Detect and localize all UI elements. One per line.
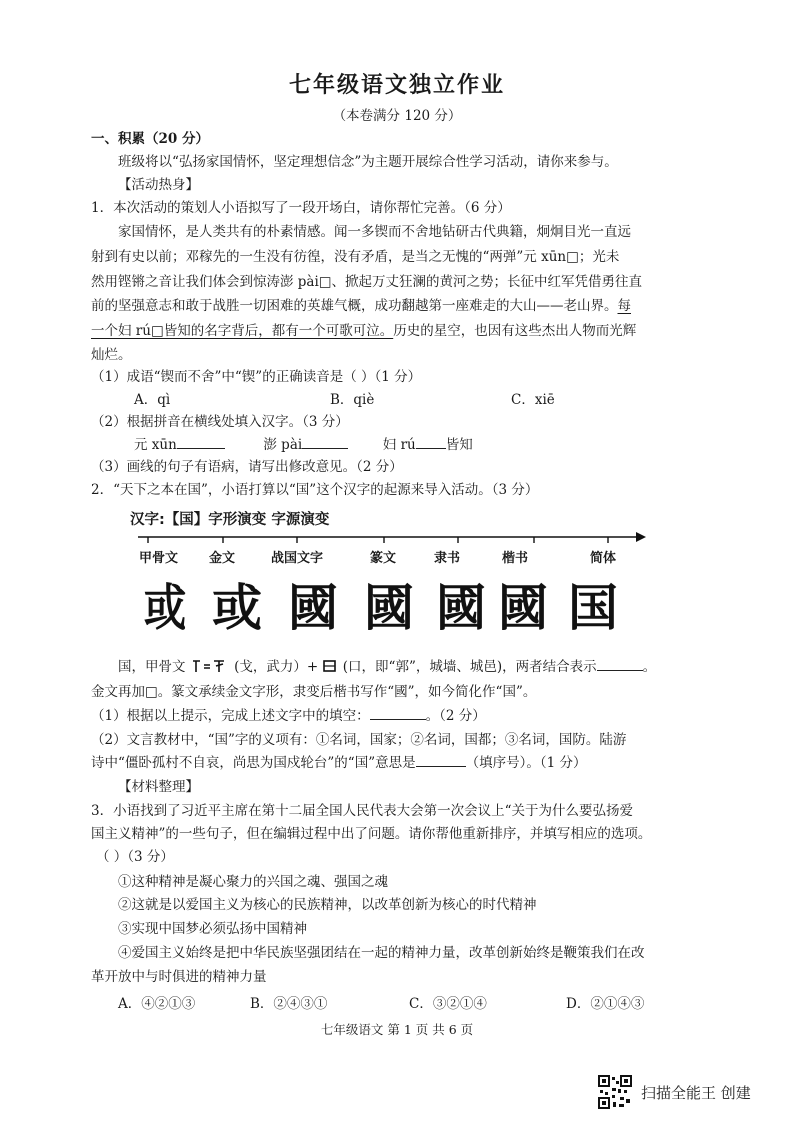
option-d: D．②①④③ bbox=[566, 996, 645, 1012]
question-2-sub1: （1）根据以上提示，完成上述文字中的填空： 。（2 分） bbox=[91, 705, 486, 727]
sentence-item: ①这种精神是凝心聚力的兴国之魂、强国之魂 bbox=[118, 874, 388, 890]
sentence-item: ③实现中国梦必须弘扬中国精神 bbox=[118, 921, 307, 937]
question-1-sub3: （3）画线的句子有语病，请写出修改意见。（2 分） bbox=[91, 459, 403, 475]
timeline-arrow bbox=[136, 530, 648, 544]
passage-line: 家国情怀，是人类共有的朴素情感。闻一多锲而不舍地钻研古代典籍，炯炯目光一直远 bbox=[118, 224, 631, 240]
passage-line: 灿烂。 bbox=[91, 347, 132, 363]
timeline-label: 简体 bbox=[590, 551, 617, 566]
underlined-sentence: 一个妇 rú□皆知的名字背后，都有一个可歌可泣。 bbox=[91, 323, 394, 339]
answer-blank[interactable] bbox=[370, 705, 426, 720]
glyph-seal: 國 bbox=[364, 578, 414, 637]
question-1-sub1: （1）成语“锲而不舍”中“锲”的正确读音是（ ）（1 分） bbox=[91, 369, 422, 385]
passage-line: 射到有史以前；邓稼先的一生没有彷徨，没有矛盾，是当之无愧的“两弹”元 xūn□；光未 bbox=[91, 249, 620, 265]
sentence-item: ④爱国主义始终是把中华民族坚强团结在一起的精神力量，改革创新始终是鞭策我们在改 bbox=[118, 945, 645, 961]
option-b: B．②④③① bbox=[250, 996, 328, 1012]
option-a: A．④②①③ bbox=[118, 996, 196, 1012]
page-subtitle: （本卷满分 120 分） bbox=[332, 108, 462, 124]
underlined-sentence: 每 bbox=[617, 298, 631, 314]
glyph-simplified: 国 bbox=[568, 578, 618, 637]
oracle-kou-glyph-icon bbox=[322, 658, 338, 674]
option-c: C．③②①④ bbox=[409, 996, 487, 1012]
sentence-item-cont: 革开放中与时俱进的精神力量 bbox=[91, 969, 267, 985]
answer-blank[interactable] bbox=[302, 434, 348, 449]
answer-blank[interactable] bbox=[416, 752, 466, 767]
glyph-oracle-bone: 或 bbox=[143, 578, 187, 637]
timeline-label: 隶书 bbox=[434, 551, 461, 566]
activity-heading-warmup: 【活动热身】 bbox=[118, 177, 199, 193]
question-2-stem: 2．“天下之本在国”，小语打算以“国”这个汉字的起源来导入活动。（3 分） bbox=[91, 482, 539, 498]
diagram-title: 汉字:【国】字形演变 字源演变 bbox=[130, 512, 330, 528]
fill-blank-line: 元 xūn 澎 pài 妇 rú 皆知 bbox=[134, 434, 473, 456]
question-3-stem: 3．小语找到了习近平主席在第十二届全国人民代表大会第一次会议上“关于为什么要弘扬爱 bbox=[91, 803, 633, 819]
timeline-label: 金文 bbox=[209, 551, 236, 566]
question-2-sub2-cont: 诗中“僵卧孤村不自哀，尚思为国戍轮台”的“国”意思是 （填序号）。（1 分） bbox=[91, 752, 587, 774]
section-intro: 班级将以“弘扬家国情怀，坚定理想信念”为主题开展综合性学习活动，请你来参与。 bbox=[118, 154, 618, 170]
answer-blank[interactable] bbox=[416, 434, 446, 449]
qr-code-icon bbox=[598, 1075, 632, 1109]
timeline-label: 战国文字 bbox=[271, 551, 324, 566]
answer-blank[interactable] bbox=[597, 656, 643, 671]
explanation-line: 金文再加□。篆文承续金文字形，隶变后楷书写作“國”，如今简化作“国”。 bbox=[91, 684, 537, 700]
page-footer: 七年级语文 第 1 页 共 6 页 bbox=[320, 1022, 474, 1037]
question-3-answer-paren: （ ）（3 分） bbox=[96, 849, 174, 865]
glyph-bronze: 或 bbox=[212, 578, 262, 637]
passage-line: 然用铿锵之音让我们体会到惊涛澎 pài□、掀起万丈狂澜的黄河之势；长征中红军凭借勇往直 bbox=[91, 274, 643, 290]
section-heading: 一、积累（20 分） bbox=[91, 131, 209, 147]
sentence-item: ②这就是以爱国主义为核心的民族精神，以改革创新为核心的时代精神 bbox=[118, 897, 537, 913]
explanation-line: 国，甲骨文 (戈，武力）+ (口，即“郭”，城墙、城邑)，两者结合表示 。 bbox=[118, 656, 656, 678]
option-c: C．xiē bbox=[511, 392, 555, 408]
answer-blank[interactable] bbox=[177, 434, 225, 449]
question-1-stem: 1．本次活动的策划人小语拟写了一段开场白，请你帮忙完善。（6 分） bbox=[91, 200, 511, 216]
glyph-clerical: 國 bbox=[436, 578, 486, 637]
page-title: 七年级语文独立作业 bbox=[288, 72, 505, 98]
timeline-label: 篆文 bbox=[370, 551, 397, 566]
question-2-sub2: （2）文言教材中，“国”字的义项有：①名词，国家；②名词，国都；③名词，国防。陆游 bbox=[91, 732, 627, 748]
timeline-label: 楷书 bbox=[502, 551, 529, 566]
oracle-ge-glyph-icon bbox=[190, 658, 230, 674]
option-b: B．qiè bbox=[330, 392, 375, 408]
glyph-regular: 國 bbox=[498, 578, 548, 637]
question-3-stem-cont: 国主义精神”的一些句子，但在编辑过程中出了问题。请你帮他重新排序，并填写相应的选项。 bbox=[91, 826, 652, 842]
activity-heading-materials: 【材料整理】 bbox=[118, 779, 199, 795]
passage-line: 前的坚强意志和敢于战胜一切困难的英雄气概，成功翻越第一座难走的大山——老山界。每 bbox=[91, 298, 631, 314]
glyph-warring-states: 國 bbox=[288, 578, 338, 637]
scanner-watermark: 扫描全能王 创建 bbox=[641, 1084, 751, 1102]
passage-line: 一个妇 rú□皆知的名字背后，都有一个可歌可泣。历史的星空，也因有这些杰出人物而光辉 bbox=[91, 323, 637, 339]
timeline-label: 甲骨文 bbox=[139, 551, 179, 566]
option-a: A．qì bbox=[134, 392, 171, 408]
question-1-sub2: （2）根据拼音在横线处填入汉字。（3 分） bbox=[91, 414, 349, 430]
